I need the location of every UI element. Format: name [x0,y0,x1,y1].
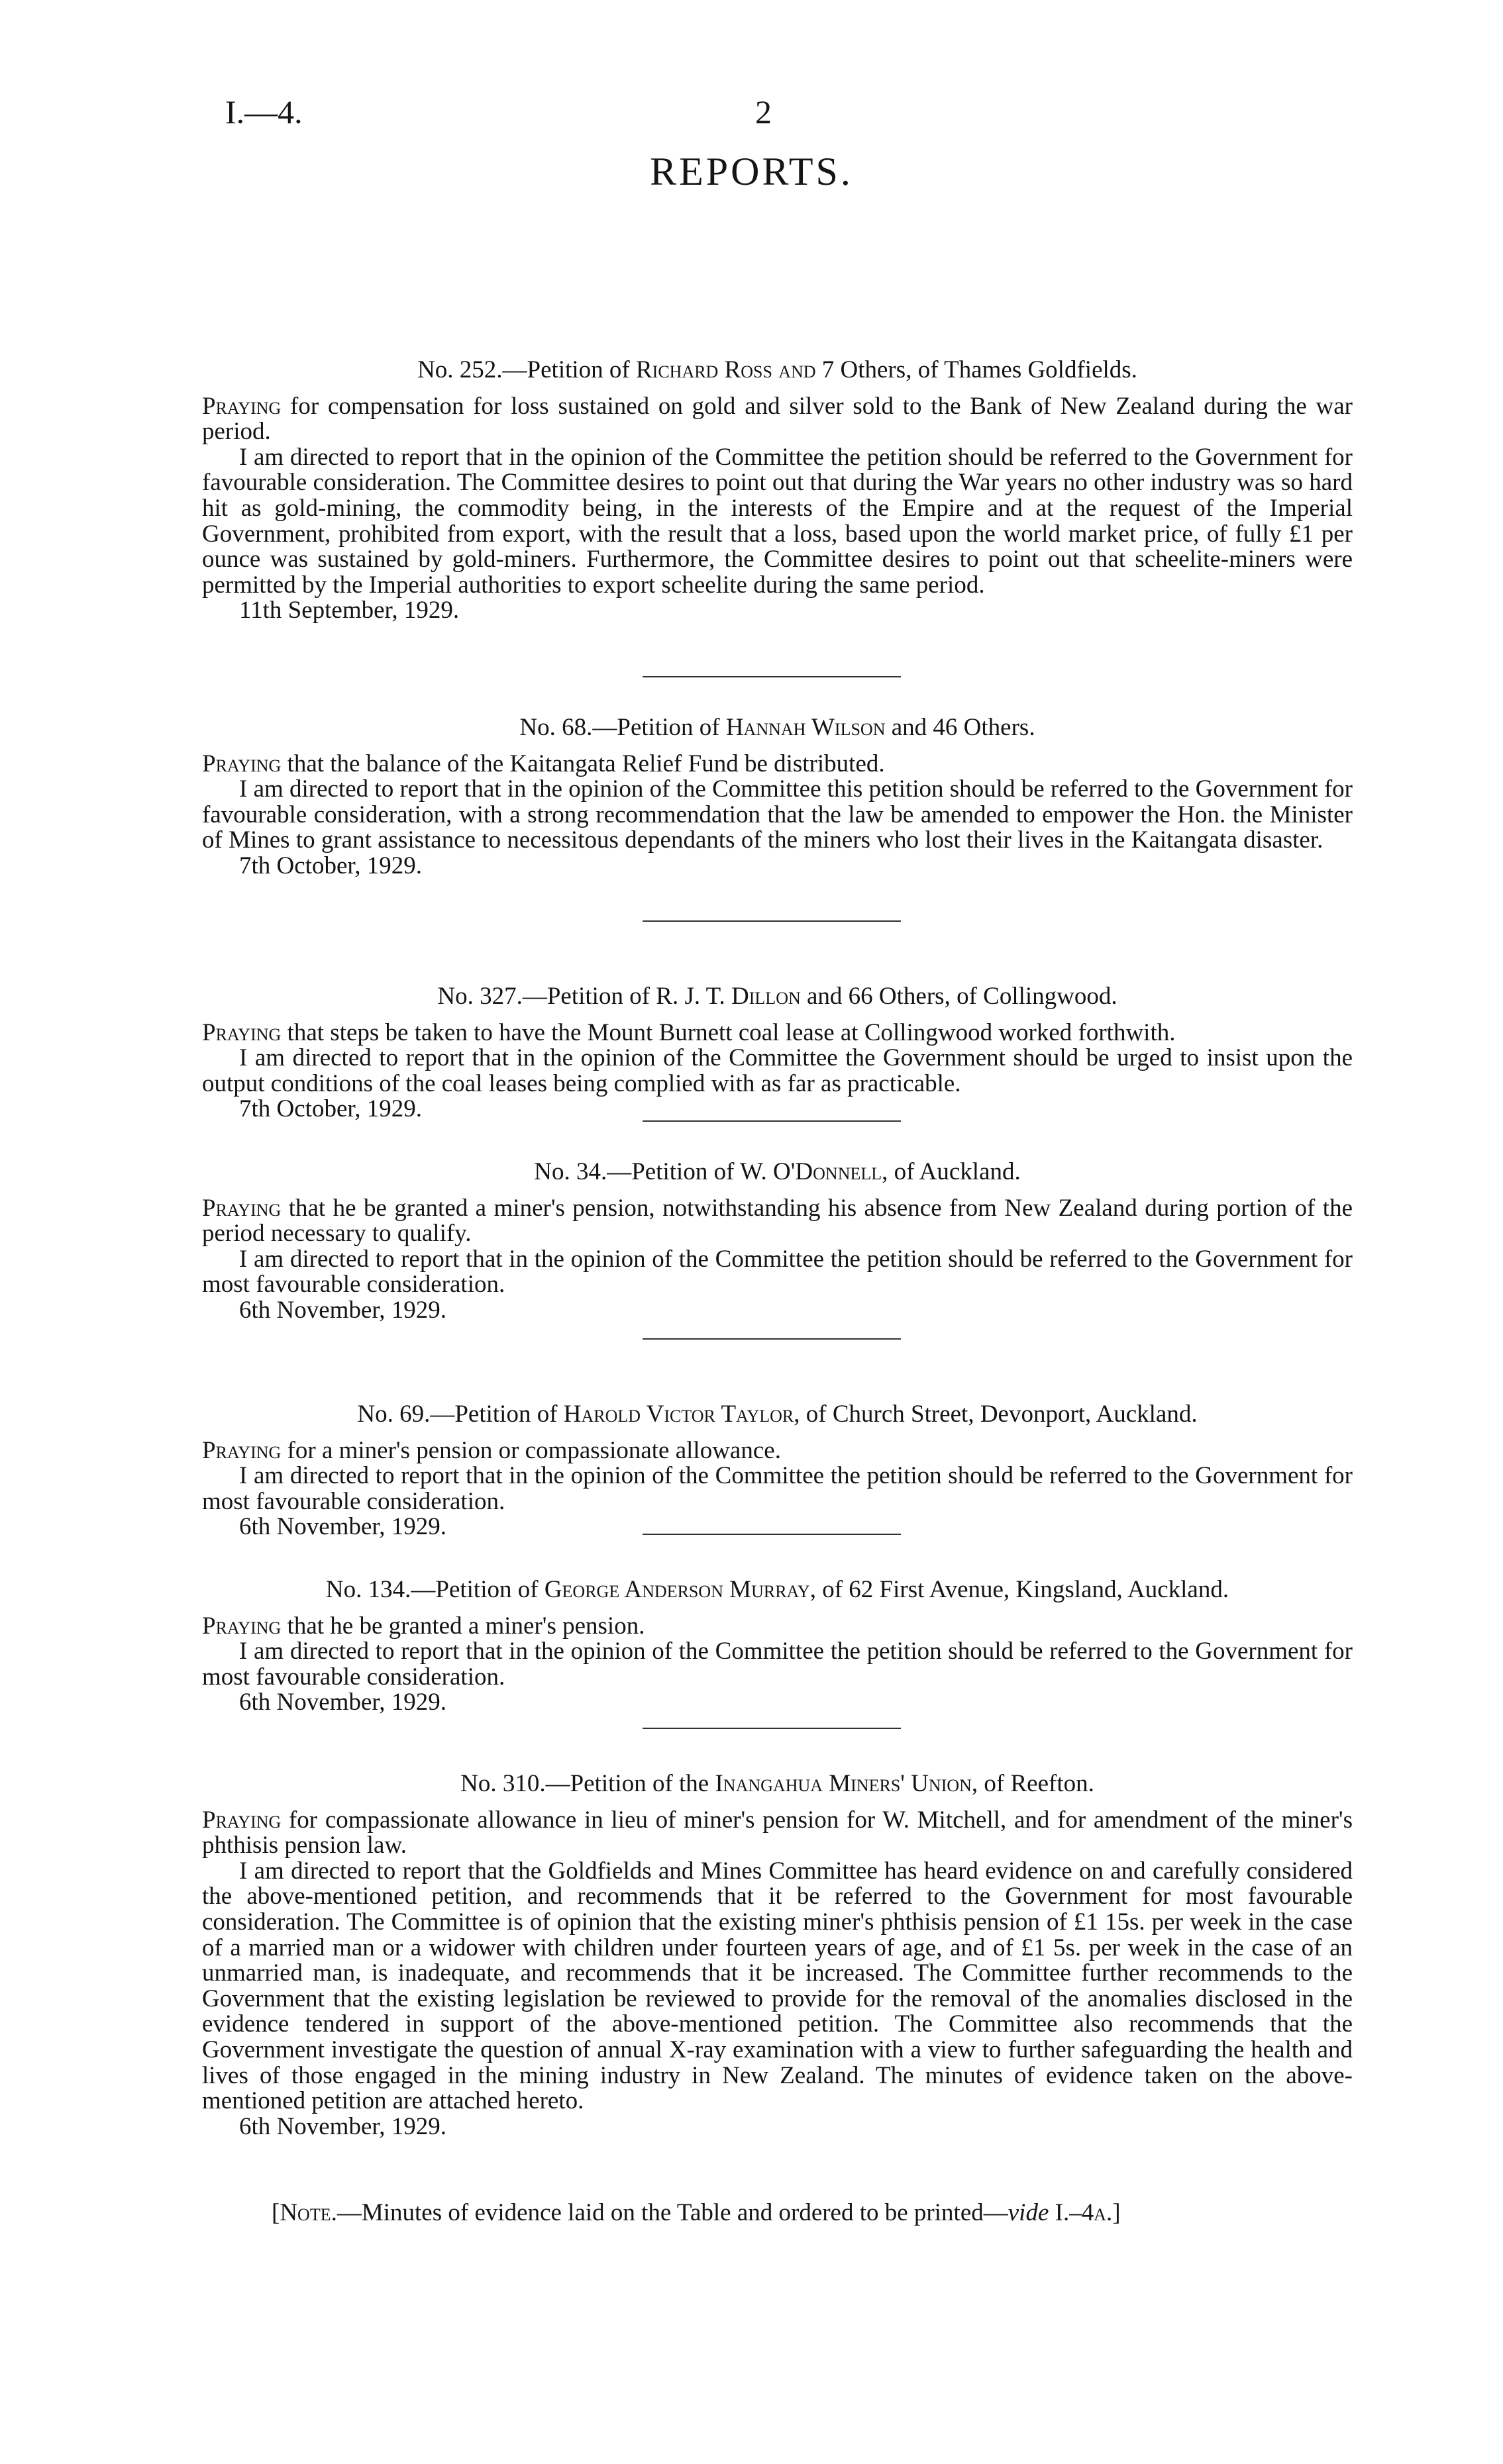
rule-divider [643,676,901,677]
petitioner-name: Inangahua Miners' Union [715,1770,972,1797]
report-paragraph: I am directed to report that in the opinion of the Committee this petition should be referred to the Government for favourable consideration, with a strong recommendation that the law be amended to empower the Hon. the Minister of Mines to grant assistance to necessitous dependants of the miners who lost their lives in the Kaitangata disaster. [202,775,1353,854]
petition-heading [202,984,1353,1010]
praying-label: Praying [202,1612,282,1640]
praying-text: that he be granted a miner's pension, notwithstanding his absence from New Zealand during portion of the period necessary to qualify. [202,1194,1353,1248]
petitioner-name: Harold Victor Taylor [563,1401,794,1428]
note-ref: I.–4 [1049,2199,1094,2226]
report-paragraph: I am directed to report that in the opinion of the Committee the petition should be referred to the Government for most favourable consideration. [202,1245,1353,1299]
heading-prefix: No. 69.—Petition of [357,1401,564,1428]
petition-report [202,715,1353,879]
report-paragraph: I am directed to report that in the opinion of the Committee the Government should be urged to insist upon the output conditions of the coal leases being complied with as far as practicable. [202,1044,1353,1097]
praying-text: that the balance of the Kaitangata Relief Fund be distributed. [281,750,885,777]
rule-divider [643,1728,901,1729]
petitioner-name: Hannah Wilson [725,714,886,741]
petition-heading [202,1159,1353,1185]
report-paragraph: I am directed to report that in the opinion of the Committee the petition should be referred to the Government for most favourable consideration. [202,1462,1353,1515]
petition-report [202,1159,1353,1324]
page-number: 2 [755,93,772,130]
petition-report [202,984,1353,1122]
note-ref-suffix: a [1094,2199,1106,2226]
praying-label: Praying [202,1018,282,1046]
heading-suffix: , of Auckland. [882,1158,1021,1185]
heading-prefix: No. 327.—Petition of R. J. T. [437,983,732,1010]
heading-prefix: No. 34.—Petition of W. [534,1158,774,1185]
report-paragraph: I am directed to report that the Goldfields and Mines Committee has heard evidence on and carefully considered the above-mentioned petition, and recommends that it be referred to the Government for most favourable consideration. The Committee is of opinion that the existing miner's phthisis pension of £1 15s. per week in the case of a married man or a widower with children under fourteen years of age, and of £1 5s. per week in the case of an unmarried man, is inadequate, and recommends that it be increased. The Committee further recommends to the Government that the existing legislation be reviewed to provide for the removal of the anomalies disclosed in the evidence tendered in support of the above-mentioned petition. The Committee also recommends that the Government investigate the question of annual X-ray examination with a view to further safeguarding the health and lives of those engaged in the mining industry in New Zealand. The minutes of evidence taken on the above-mentioned petition are attached hereto. [202,1857,1353,2115]
praying-label: Praying [202,392,282,420]
praying-paragraph [202,1438,1353,1464]
report-date: 6th November, 1929. [239,1296,446,1324]
praying-label: Praying [202,750,282,777]
heading-prefix: No. 310.—Petition of the [460,1770,715,1797]
rule-divider [643,1338,901,1340]
petitioner-name: Richard Ross and [635,356,816,383]
petition-heading [202,1577,1353,1603]
heading-suffix: and 46 Others. [885,714,1035,741]
report-date: 7th October, 1929. [239,1095,422,1123]
praying-paragraph [202,1020,1353,1046]
report-date: 6th November, 1929. [239,2112,446,2140]
heading-suffix: , of Church Street, Devonport, Auckland. [794,1401,1198,1428]
praying-text: that steps be taken to have the Mount Burnett coal lease at Collingwood worked forthwith. [281,1018,1176,1046]
note-label: Note [280,2199,331,2226]
report-date: 6th November, 1929. [239,1513,446,1541]
petition-heading [202,715,1353,741]
petition-heading [202,358,1353,383]
report-date: 11th September, 1929. [239,597,460,624]
praying-paragraph [202,752,1353,777]
petition-heading [202,1402,1353,1428]
petitioner-name: O'Donnell [773,1158,882,1185]
praying-label: Praying [202,1194,282,1222]
praying-text: for a miner's pension or compassionate allowance. [281,1436,781,1464]
heading-prefix: No. 68.—Petition of [519,714,726,741]
report-paragraph: I am directed to report that in the opinion of the Committee the petition should be referred to the Government for favourable consideration. The Committee desires to point out that during the War years no other industry was so hard hit as gold-mining, the commodity being, in the interests of the Empire and at the request of the Imperial Government, prohibited from export, with the result that a loss, based upon the world market price, of fully £1 per ounce was sustained by gold-miners. Furthermore, the Committee desires to point out that scheelite-miners were permitted by the Imperial authorities to export scheelite during the same period. [202,443,1353,599]
report-date: 7th October, 1929. [239,852,422,879]
praying-label: Praying [202,1806,282,1834]
page-reference: I.—4. [225,93,303,130]
praying-text: for compensation for loss sustained on gold and silver sold to the Bank of New Zealand during the war period. [202,392,1353,446]
petition-report [202,1402,1353,1540]
note-close: .] [1106,2199,1121,2226]
report-paragraph: I am directed to report that in the opinion of the Committee the petition should be referred to the Government for most favourable consideration. [202,1638,1353,1691]
page-title: REPORTS. [650,150,853,193]
note-text: .—Minutes of evidence laid on the Table and ordered to be printed— [331,2199,1008,2226]
praying-label: Praying [202,1436,282,1464]
heading-prefix: No. 134.—Petition of [325,1576,544,1603]
petition-heading [202,1771,1353,1797]
petitioner-name: Dillon [731,983,801,1010]
petition-report [202,358,1353,624]
heading-suffix: , of Reefton. [971,1770,1094,1797]
praying-text: that he be granted a miner's pension. [281,1612,645,1640]
heading-suffix: and 66 Others, of Collingwood. [800,983,1117,1010]
praying-paragraph [202,1196,1353,1247]
heading-suffix: 7 Others, of Thames Goldfields. [815,356,1137,383]
note-vide: vide [1008,2199,1049,2226]
praying-paragraph [202,394,1353,445]
petition-report [202,1771,1353,2140]
praying-text: for compassionate allowance in lieu of miner's pension for W. Mitchell, and for amendment of the miner's phthisis pension law. [202,1806,1353,1859]
rule-divider [643,1534,901,1535]
rule-divider [643,920,901,922]
report-date: 6th November, 1929. [239,1689,446,1716]
note [272,2198,1121,2227]
heading-suffix: , of 62 First Avenue, Kingsland, Auckland. [809,1576,1229,1603]
rule-divider [643,1120,901,1122]
note-bracket: [ [272,2199,280,2226]
petition-report [202,1577,1353,1716]
petitioner-name: George Anderson Murray [544,1576,810,1603]
praying-paragraph [202,1614,1353,1640]
heading-prefix: No. 252.—Petition of [417,356,636,383]
praying-paragraph [202,1808,1353,1859]
